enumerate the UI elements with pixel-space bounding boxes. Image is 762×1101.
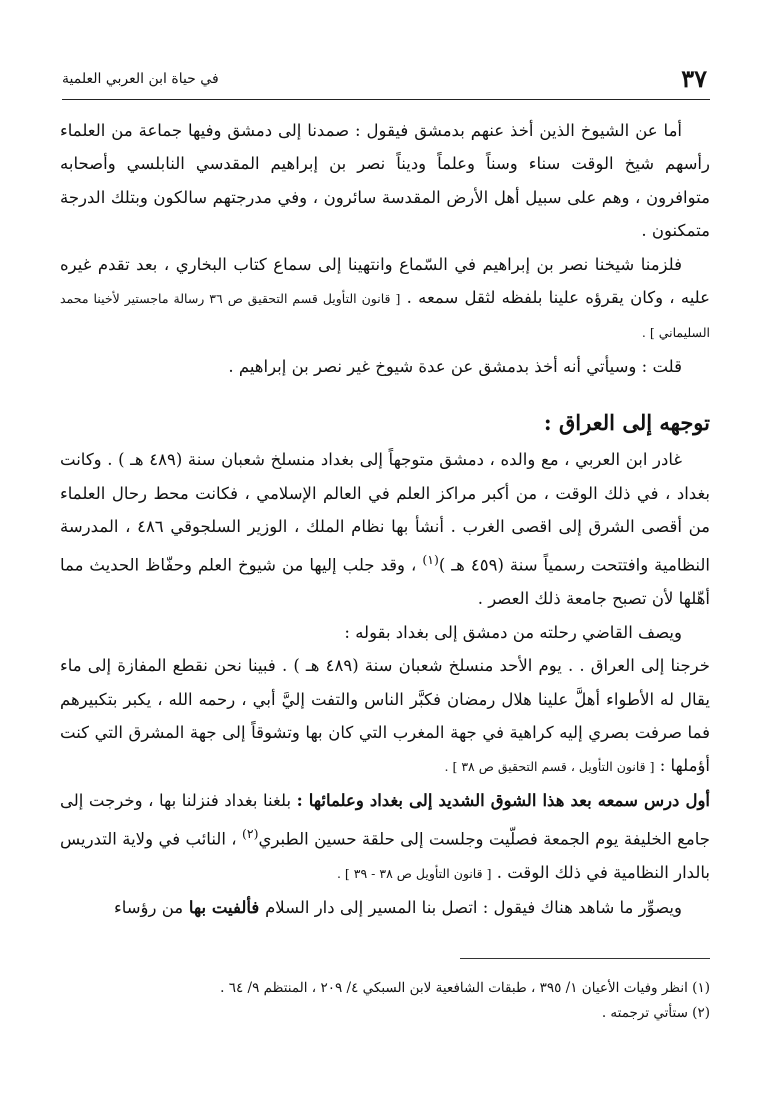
bold-lead: أول درس سمعه بعد هذا الشوق الشديد إلى بغداد وعلمائها :: [296, 790, 710, 810]
footnote-marker-1: (١): [422, 552, 439, 568]
paragraph-text: غادر ابن العربي ، مع والده ، دمشق متوجهاً إلى بغداد منسلخ شعبان سنة (٤٨٩ هـ ) . وكانت بغداد ، في ذلك الوقت ، من أكبر مراكز العلم في العالم الإسلامي ، فكانت محط رحال العلماء من أقصى الشرق إلى اقصى الغرب . أنشأ بها نظام الملك ، الوزير السلجوقي ٤٨٦ ، المدرسة النظامية وافتتحت رسمياً سنة (٤٥٩ هـ ): [60, 450, 710, 575]
footnote-marker-2: (٢): [242, 826, 259, 842]
footnote-1: (١) انظر وفيات الأعيان ١/ ٣٩٥ ، طبقات الشافعية لابن السبكي ٤/ ٢٠٩ ، المنتظم ٩/ ٦٤ .: [220, 980, 710, 996]
paragraph-text: فلزمنا شيخنا نصر بن إبراهيم في السّماع وانتهينا إلى سماع كتاب البخاري ، بعد تقدم غيره عليه ، وكان يقرؤه علينا بلفظه لثقل سمعه .: [60, 254, 710, 308]
paragraph-bukhari-study: [60, 248, 710, 350]
paragraph-dar-al-salam: [60, 891, 710, 924]
paragraph-intro-quote: ويصف القاضي رحلته من دمشق إلى بغداد بقوله :: [344, 622, 682, 642]
paragraph-text-cont: ، وقد جلب إليها من شيوخ العلم وحفّاظ الحديث مما أهّلها لأن تصبح جامعة ذلك العصر .: [60, 555, 710, 609]
footnote-2: (٢) ستأتي ترجمته .: [601, 1005, 710, 1021]
paragraph-text-cont: من رؤساء: [113, 897, 184, 917]
paragraph-note: قلت : وسيأتي أنه أخذ بدمشق عن عدة شيوخ غير نصر بن إبراهيم .: [228, 356, 682, 376]
running-title: في حياة ابن العربي العلمية: [62, 71, 219, 87]
paragraph-text: ويصوِّر ما شاهد هناك فيقول : اتصل بنا المسير إلى دار السلام: [265, 897, 682, 917]
paragraph-damascus-teachers: أما عن الشيوخ الذين أخذ عنهم بدمشق فيقول : صمدنا إلى دمشق وفيها جماعة من العلماء رأسهم شيخ الوقت سناء وسناً وعلماً وديناً نصر بن إبراهيم المقدسي النابلسي وأصحابه متوافرون ، وهم على سبيل أهل الأرض المقدسة سائرون ، وفي مدرجتهم سالكون وبتلك الدرجة متمكنون .: [60, 121, 710, 241]
paragraph-text-cont: ، النائب في ولاية التدريس بالدار النظامية في ذلك الوقت .: [60, 829, 710, 883]
page-header: [62, 62, 707, 98]
citation: [ قانون التأويل ، قسم التحقيق ص ٣٨ ] .: [444, 759, 655, 775]
paragraph-first-lesson: [60, 784, 710, 891]
paragraph-text: خرجنا إلى العراق . . يوم الأحد منسلخ شعبان سنة (٤٨٩ هـ ) . فبينا نحن نقطع المفازة إلى ماء يقال له الأطواء أهلَّ علينا هلال رمضان فكبَّر الناس والتفت إليَّ أبي ، رحمه الله ، يكبر بتكبيرهم فما صرفت بصري إليه كراهية في جهة المغرب التي كان بها وتشوقاً إلى جهة المشرق التي كنت أؤملها :: [60, 656, 710, 776]
paragraph-baghdad: [60, 443, 710, 616]
page-number: ٣٧: [681, 64, 707, 93]
header-divider: [62, 99, 710, 100]
footnotes: [60, 976, 710, 1026]
bold-phrase: فألفيت بها: [183, 897, 266, 917]
footnote-divider: [460, 958, 710, 959]
main-text: [60, 114, 710, 924]
citation: [ قانون التأويل ص ٣٨ - ٣٩ ] .: [336, 866, 492, 882]
section-heading: توجهه إلى العراق :: [543, 410, 710, 436]
paragraph-text: بلغنا بغداد فنزلنا بها ، وخرجت إلى جامع الخليفة يوم الجمعة فصلّيت وجلست إلى حلقة حسين الطبري: [60, 790, 710, 849]
citation: [ قانون التأويل قسم التحقيق ص ٣٦ رسالة ماجستير لأخينا محمد السليماني ] .: [60, 291, 710, 341]
paragraph-journey: [60, 649, 710, 784]
